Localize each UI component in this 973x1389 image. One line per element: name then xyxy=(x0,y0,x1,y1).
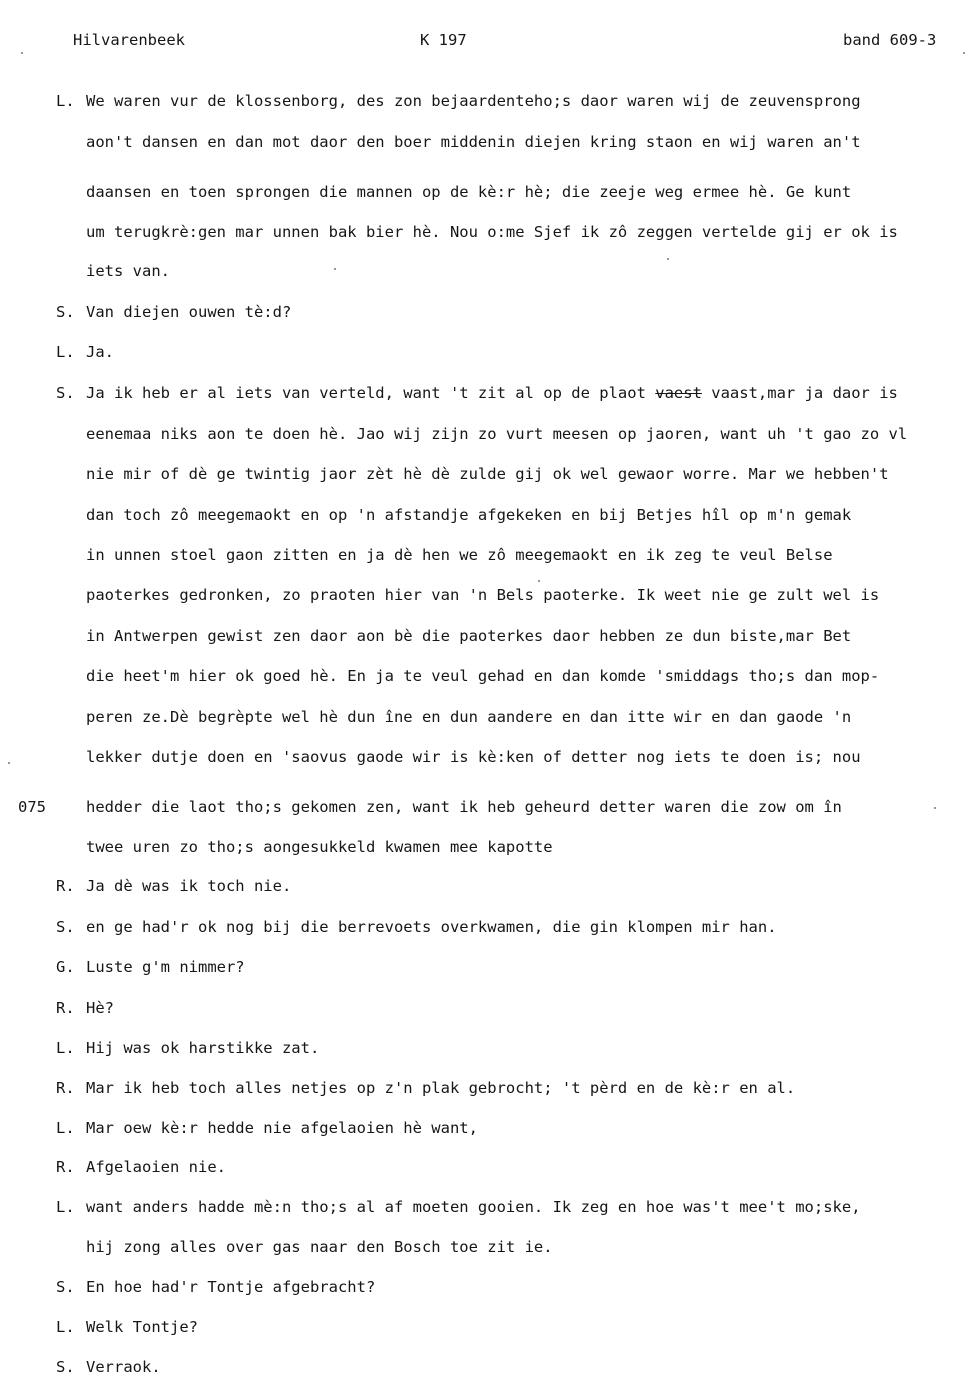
line-text: Afgelaoien nie. xyxy=(86,1158,226,1176)
line-text: eenemaa niks aon te doen hè. Jao wij zijn zo vurt meesen op jaoren, want uh 't gao zo vl xyxy=(86,425,908,443)
line-text: We waren vur de klossenborg, des zon bejaardenteho;s daor waren wij de zeuvensprong xyxy=(86,92,861,110)
line-text: Mar ik heb toch alles netjes op z'n plak gebrocht; 't pèrd en de kè:r en al. xyxy=(86,1079,796,1097)
speaker-label: L. xyxy=(56,1198,75,1216)
transcript-line xyxy=(0,1158,973,1182)
transcript-line xyxy=(0,384,973,408)
line-text: in Antwerpen gewist zen daor aon bè die paoterkes daor hebben ze dun biste,mar Bet xyxy=(86,627,852,645)
scan-speck xyxy=(8,762,10,764)
line-text: iets van. xyxy=(86,262,170,280)
transcript-line xyxy=(0,798,973,822)
transcript-line xyxy=(0,183,973,207)
transcript-line xyxy=(0,1238,973,1262)
transcript-line xyxy=(0,667,973,691)
speaker-label: L. xyxy=(56,1119,75,1137)
line-text: dan toch zô meegemaokt en op 'n afstandje afgekeken en bij Betjes hîl op m'n gemak xyxy=(86,506,852,524)
transcript-line xyxy=(0,838,973,862)
transcript-line xyxy=(0,223,973,247)
speaker-label: S. xyxy=(56,918,75,936)
transcript-line xyxy=(0,958,973,982)
line-text: en ge had'r ok nog bij die berrevoets overkwamen, die gin klompen mir han. xyxy=(86,918,777,936)
line-text: peren ze.Dè begrèpte wel hè dun îne en dun aandere en dan itte wir en dan gaode 'n xyxy=(86,708,852,726)
header-code: K 197 xyxy=(420,31,467,49)
transcript-line xyxy=(0,1119,973,1143)
transcript-line xyxy=(0,999,973,1023)
scan-speck xyxy=(667,258,669,260)
transcript-line xyxy=(0,1039,973,1063)
transcript-line xyxy=(0,748,973,772)
line-text: hij zong alles over gas naar den Bosch toe zit ie. xyxy=(86,1238,553,1256)
transcript-line xyxy=(0,877,973,901)
line-text: hedder die laot tho;s gekomen zen, want ik heb geheurd detter waren die zow om în xyxy=(86,798,842,816)
line-text-part: vaast,mar ja daor is xyxy=(701,384,898,402)
line-text: paoterkes gedronken, zo praoten hier van 'n Bels paoterke. Ik weet nie ge zult wel is xyxy=(86,586,880,604)
transcript-line xyxy=(0,303,973,327)
line-text xyxy=(86,384,898,402)
transcript-line xyxy=(0,343,973,367)
line-text: Mar oew kè:r hedde nie afgelaoien hè want, xyxy=(86,1119,478,1137)
line-text: daansen en toen sprongen die mannen op de kè:r hè; die zeeje weg ermee hè. Ge kunt xyxy=(86,183,852,201)
transcript-line xyxy=(0,506,973,530)
line-text: um terugkrè:gen mar unnen bak bier hè. Nou o:me Sjef ik zô zeggen vertelde gij er ok is xyxy=(86,223,898,241)
line-text: Van diejen ouwen tè:d? xyxy=(86,303,292,321)
line-text: Ja. xyxy=(86,343,114,361)
transcript-line xyxy=(0,1358,973,1382)
scan-speck xyxy=(538,580,540,582)
speaker-label: S. xyxy=(56,384,75,402)
line-text: Hè? xyxy=(86,999,114,1017)
transcript-line xyxy=(0,586,973,610)
speaker-label: G. xyxy=(56,958,75,976)
line-text: En hoe had'r Tontje afgebracht? xyxy=(86,1278,376,1296)
speaker-label: L. xyxy=(56,1039,75,1057)
transcript-line xyxy=(0,546,973,570)
header-place: Hilvarenbeek xyxy=(73,31,185,49)
line-text: twee uren zo tho;s aongesukkeld kwamen mee kapotte xyxy=(86,838,553,856)
transcript-line xyxy=(0,1198,973,1222)
scan-speck xyxy=(963,52,965,54)
line-text: in unnen stoel gaon zitten en ja dè hen we zô meegemaokt en ik zeg te veul Belse xyxy=(86,546,833,564)
speaker-label: L. xyxy=(56,1318,75,1336)
speaker-label: R. xyxy=(56,1158,75,1176)
speaker-label: S. xyxy=(56,1278,75,1296)
transcript-line xyxy=(0,1079,973,1103)
transcript-line xyxy=(0,918,973,942)
line-text: Ja dè was ik toch nie. xyxy=(86,877,292,895)
line-text: lekker dutje doen en 'saovus gaode wir is kè:ken of detter nog iets te doen is; nou xyxy=(86,748,861,766)
struck-out-word: vaest xyxy=(655,384,702,402)
speaker-label: R. xyxy=(56,877,75,895)
line-text: die heet'm hier ok goed hè. En ja te veul gehad en dan komde 'smiddags tho;s dan mop- xyxy=(86,667,880,685)
line-text: Luste g'm nimmer? xyxy=(86,958,245,976)
transcript-line xyxy=(0,425,973,449)
speaker-label: L. xyxy=(56,343,75,361)
line-text: Verraok. xyxy=(86,1358,161,1376)
transcript-line xyxy=(0,708,973,732)
speaker-label: S. xyxy=(56,1358,75,1376)
line-counter: 075 xyxy=(18,798,46,816)
scan-speck xyxy=(21,52,23,54)
transcript-line xyxy=(0,627,973,651)
speaker-label: S. xyxy=(56,303,75,321)
line-text: aon't dansen en dan mot daor den boer middenin diejen kring staon en wij waren an't xyxy=(86,133,861,151)
transcript-line xyxy=(0,465,973,489)
scan-speck xyxy=(334,268,336,270)
scan-speck xyxy=(934,807,936,809)
transcript-line xyxy=(0,92,973,116)
header-tape-number: band 609-3 xyxy=(843,31,937,49)
speaker-label: L. xyxy=(56,92,75,110)
line-text: nie mir of dè ge twintig jaor zèt hè dè zulde gij ok wel gewaor worre. Mar we hebben't xyxy=(86,465,889,483)
line-text: want anders hadde mè:n tho;s al af moeten gooien. Ik zeg en hoe was't mee't mo;ske, xyxy=(86,1198,861,1216)
speaker-label: R. xyxy=(56,999,75,1017)
transcript-line xyxy=(0,1318,973,1342)
line-text-part: Ja ik heb er al iets van verteld, want 't zit al op de plaot xyxy=(86,384,656,402)
transcript-line xyxy=(0,133,973,157)
transcript-line xyxy=(0,1278,973,1302)
line-text: Hij was ok harstikke zat. xyxy=(86,1039,320,1057)
line-text: Welk Tontje? xyxy=(86,1318,198,1336)
transcript-line xyxy=(0,262,973,286)
speaker-label: R. xyxy=(56,1079,75,1097)
